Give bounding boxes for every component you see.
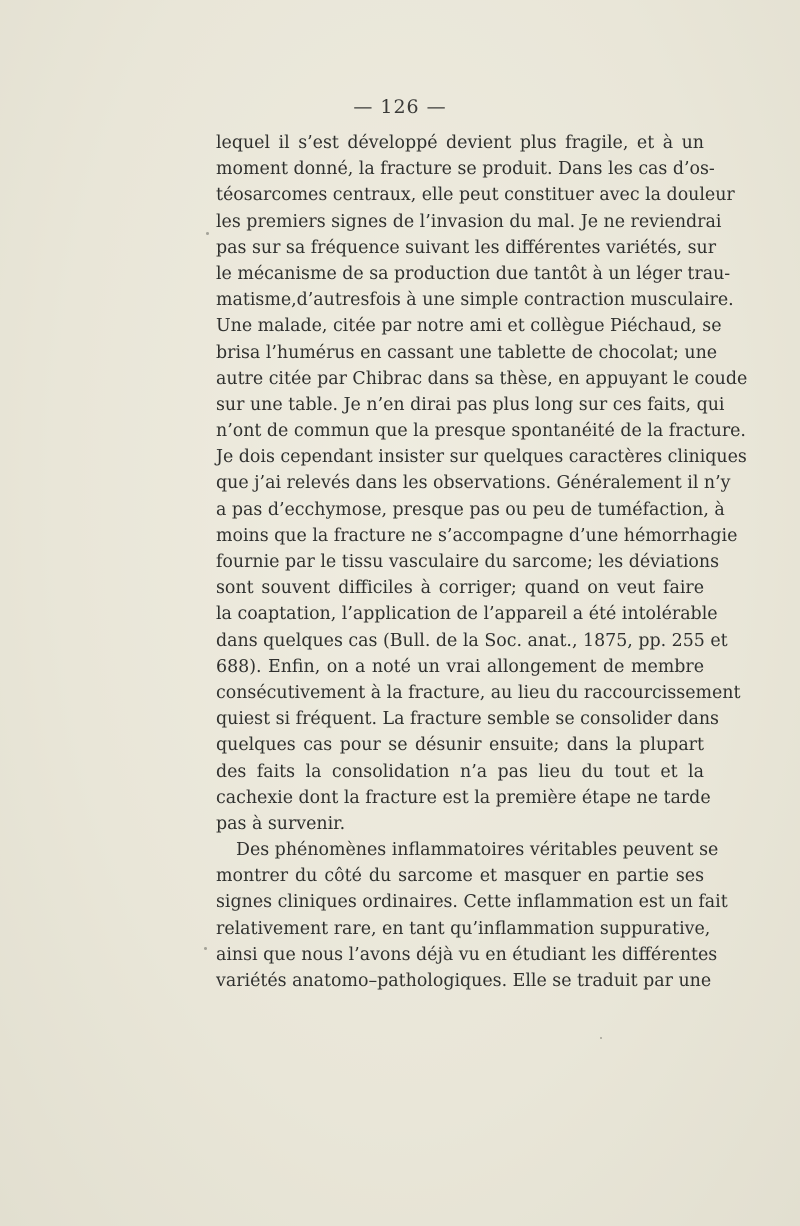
- text-line: téosarcomes centraux, elle peut constituer avec la douleur: [216, 185, 735, 206]
- text-line: fournie par le tissu vasculaire du sarcome; les déviations: [216, 552, 720, 572]
- text-line: que j’ai relevés dans les observations. Généralement il n’y: [216, 473, 731, 494]
- text-line: sur une table. Je n’en dirai pas plus long sur ces faits, qui: [216, 394, 725, 415]
- text-line: quiest si fréquent. La fracture semble se consolider dans: [216, 709, 719, 730]
- text-line: des faits la consolidation n’a pas lieu du tout et la: [216, 761, 704, 782]
- text-line: lequel il s’est développé devient plus fragile, et à un: [216, 133, 704, 153]
- text-line: quelques cas pour se désunir ensuite; dans la plupart: [216, 735, 704, 756]
- text-line: le mécanisme de sa production due tantôt à un léger trau-: [216, 263, 731, 284]
- text-line: montrer du côté du sarcome et masquer en partie ses: [216, 866, 704, 887]
- text-line: moment donné, la fracture se produit. Dans les cas d’os-: [216, 159, 715, 180]
- page-number: — 126 —: [353, 96, 447, 118]
- text-line: cachexie dont la fracture est la première étape ne tarde: [216, 787, 711, 808]
- text-line: sont souvent difficiles à corriger; quand on veut faire: [216, 578, 704, 599]
- text-line: consécutivement à la fracture, au lieu du raccourcissement: [216, 682, 741, 703]
- text-line: signes cliniques ordinaires. Cette inflammation est un fait: [216, 892, 728, 913]
- text-line: matisme,d’autresfois à une simple contraction musculaire.: [216, 290, 734, 311]
- text-line: brisa l’humérus en cassant une tablette de chocolat; une: [216, 342, 718, 363]
- text-line: autre citée par Chibrac dans sa thèse, en appuyant le coude: [216, 368, 748, 389]
- text-line: les premiers signes de l’invasion du mal. Je ne reviendrai: [216, 211, 722, 232]
- text-line: 688). Enfin, on a noté un vrai allongement de membre: [216, 656, 704, 677]
- paper-speck: [206, 232, 209, 235]
- paper-speck: [204, 947, 207, 950]
- text-line: dans quelques cas (Bull. de la Soc. anat., 1875, pp. 255 et: [216, 630, 728, 651]
- text-line: variétés anatomo–pathologiques. Elle se traduit par une: [216, 971, 712, 991]
- text-line: n’ont de commun que la presque spontanéité de la fracture.: [216, 421, 746, 442]
- paper-speck: [600, 1037, 602, 1039]
- text-line-paragraph-end: pas à survenir.: [216, 813, 346, 834]
- text-line: moins que la fracture ne s’accompagne d’une hémorrhagie: [216, 525, 738, 546]
- text-line: ainsi que nous l’avons déjà vu en étudiant les différentes: [216, 944, 718, 965]
- text-line: la coaptation, l’application de l’appareil a été intolérable: [216, 604, 718, 625]
- text-line: Une malade, citée par notre ami et collègue Piéchaud, se: [216, 316, 722, 337]
- text-line-paragraph-start: Des phénomènes inflammatoires véritables peuvent se: [236, 840, 719, 861]
- body-text: [216, 130, 748, 994]
- text-line: Je dois cependant insister sur quelques caractères cliniques: [216, 447, 747, 468]
- text-line: relativement rare, en tant qu’inflammation suppurative,: [216, 918, 711, 939]
- text-line: a pas d’ecchymose, presque pas ou peu de tuméfaction, à: [216, 499, 725, 520]
- text-line: pas sur sa fréquence suivant les différentes variétés, sur: [216, 237, 717, 258]
